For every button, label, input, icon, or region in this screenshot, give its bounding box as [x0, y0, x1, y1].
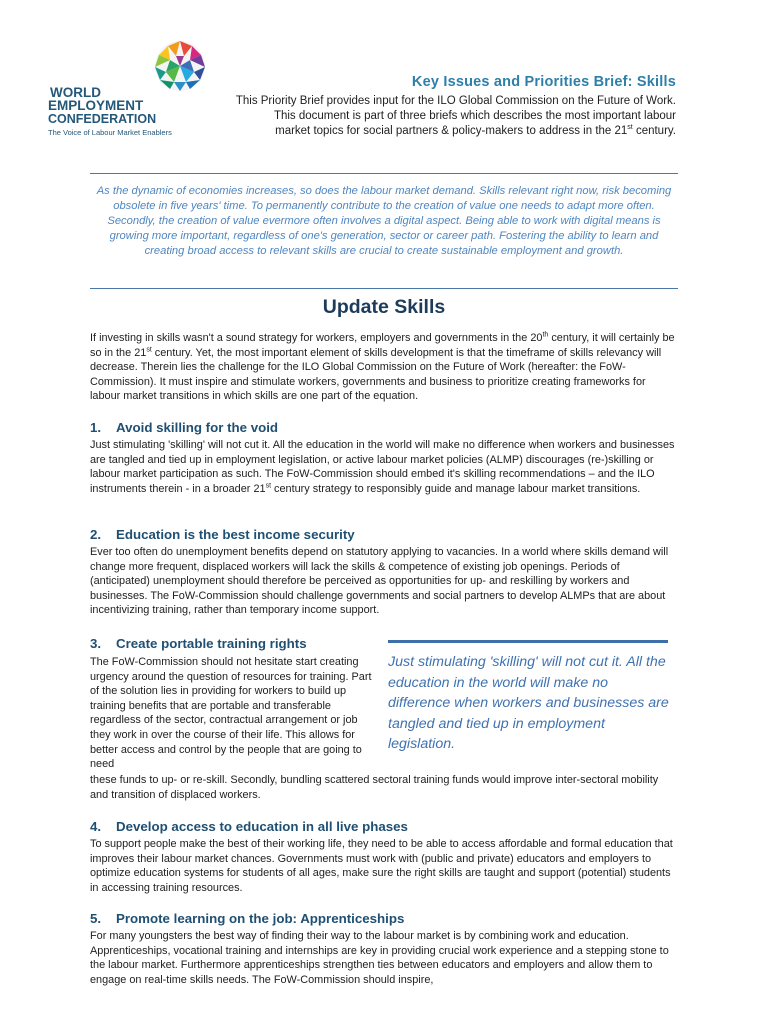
section-5-number: 5. [90, 911, 102, 926]
section-3-text-continued: these funds to up- or re-skill. Secondly, bundling scattered sectoral training funds would improve inter-sectoral mobility and transition of displaced workers. [90, 774, 659, 801]
quote-top-rule [90, 173, 678, 174]
intro-line-1: This Priority Brief provides input for the ILO Global Commission on the Future of Work. [235, 95, 676, 107]
intro-text-b: century, it will certainly be so in the 21 [90, 332, 675, 359]
section-4-number: 4. [90, 819, 102, 834]
section-1-text-b: century strategy to responsibly guide and manage labour market transitions. [271, 482, 641, 495]
summary-quote: As the dynamic of economies increases, so does the labour market demand. Skills relevant right now, risk becoming obsolete in five years' time. To permanently contribute to the creation of value one needs to adapt more often. Secondly, the creation of value evermore often involves a digital aspect. Being able to work with digital means is growing more important, regardless of one's generation, sector or career path. Fostering the ability to learn and creating broad access to relevant skills are crucial to create sustainable employment and growth. [96, 185, 672, 257]
intro-text-c: century. Yet, the most important element of skills development is that the timeframe of skills relevancy will decrease. Therein lies the challenge for the ILO Global Commission on the Future of Work (hereafter: the FoW-Commission). It must inspire and stimulate workers, governments and business to prioritize creating frameworks for labour market transitions in which skills are one part of the equation. [90, 346, 662, 403]
logo-text-employment: EMPLOYMENT [48, 98, 144, 113]
intro-line-3-end: century. [632, 125, 676, 137]
section-4-title: Develop access to education in all live phases [116, 819, 408, 834]
section-1-text [90, 438, 678, 496]
section-3-title: Create portable training rights [116, 636, 307, 651]
logo-tagline: The Voice of Labour Market Enablers [48, 128, 172, 137]
section-2-title: Education is the best income security [116, 527, 355, 542]
intro-paragraph [90, 331, 678, 404]
section-4-heading [90, 819, 408, 834]
section-3-heading [90, 636, 307, 651]
logo-text-confederation: CONFEDERATION [48, 112, 157, 126]
page-title: Update Skills [322, 296, 446, 318]
globe-logo-icon [154, 40, 206, 92]
section-3-text-column: The FoW-Commission should not hesitate start creating urgency around the question of resources for training. Part of the solution lies in providing for workers to build up training benefits that are portable and transferable regardless of the sector, contractual arrangement or job they work in over the course of their life. This allows for better access and control by the people that are going to need [90, 656, 372, 771]
section-1-number: 1. [90, 420, 102, 435]
intro-line-2: This document is part of three briefs which describes the most important labour [273, 110, 676, 122]
intro-sup-2: st [146, 345, 152, 353]
pull-quote: Just stimulating 'skilling' will not cut it. All the education in the world will make no difference when workers and businesses are tangled and tied up in employment legislation. [388, 654, 669, 752]
brief-intro [176, 94, 676, 139]
section-3-number: 3. [90, 636, 102, 651]
quote-bottom-rule [90, 288, 678, 289]
pull-quote-rule [388, 640, 668, 643]
brief-title: Key Issues and Priorities Brief: Skills [411, 74, 676, 90]
logo-text-world: WORLD [50, 85, 101, 100]
section-1-title: Avoid skilling for the void [116, 420, 279, 435]
section-2-heading [90, 527, 355, 542]
section-5-heading [90, 911, 404, 926]
section-1-text-a: Just stimulating 'skilling' will not cut it. All the education in the world will make no difference when workers and businesses are tangled and tied up in employment legislation, or active labour market policies (ALMP) discourages (re-)skilling or labour market participation as such. The FoW-Commission should embed it's skilling recommendations – and the ILO instruments therein - in a broader 21 [90, 439, 675, 495]
section-4-text: To support people make the best of their working life, they need to be able to access affordable and formal education that improves their labour market chances. Governments must work with (public and private) educators and employers to optimize education systems for students of all ages, make sure the right skills are taught and support (potential) students in accessing training resources. [90, 838, 673, 894]
section-2-text: Ever too often do unemployment benefits depend on statutory applying to vacancies. In a world where skills demand will change more frequent, displaced workers will lack the skills & competence of existing job openings. Periods of (anticipated) unemployment should therefore be perceived as opportunities for up- and reskilling by workers and businesses. The FoW-Commission should challenge governments and social partners to develop ALMPs that are about incentivizing training, rather than temporary income support. [90, 546, 669, 617]
intro-text-a: If investing in skills wasn't a sound strategy for workers, employers and governments in the 20 [90, 332, 543, 344]
intro-sup: st [627, 124, 633, 132]
section-5-title: Promote learning on the job: Apprenticeships [116, 911, 405, 926]
section-1-sup: st [265, 482, 272, 490]
intro-line-3: market topics for social partners & policy-makers to address in the 21 [275, 125, 628, 137]
intro-sup-1: th [542, 331, 549, 339]
section-5-text: For many youngsters the best way of finding their way to the labour market is by combining work and education. Apprenticeships, vocational training and internships are key in providing crucial work experience and a stepping stone to the labour market. Furthermore apprenticeships strengthen ties between educators and employers and allow them to engage on real-time skills needs. The FoW-Commission should inspire, [90, 930, 669, 986]
section-1-heading [90, 420, 278, 435]
section-2-number: 2. [90, 527, 102, 542]
